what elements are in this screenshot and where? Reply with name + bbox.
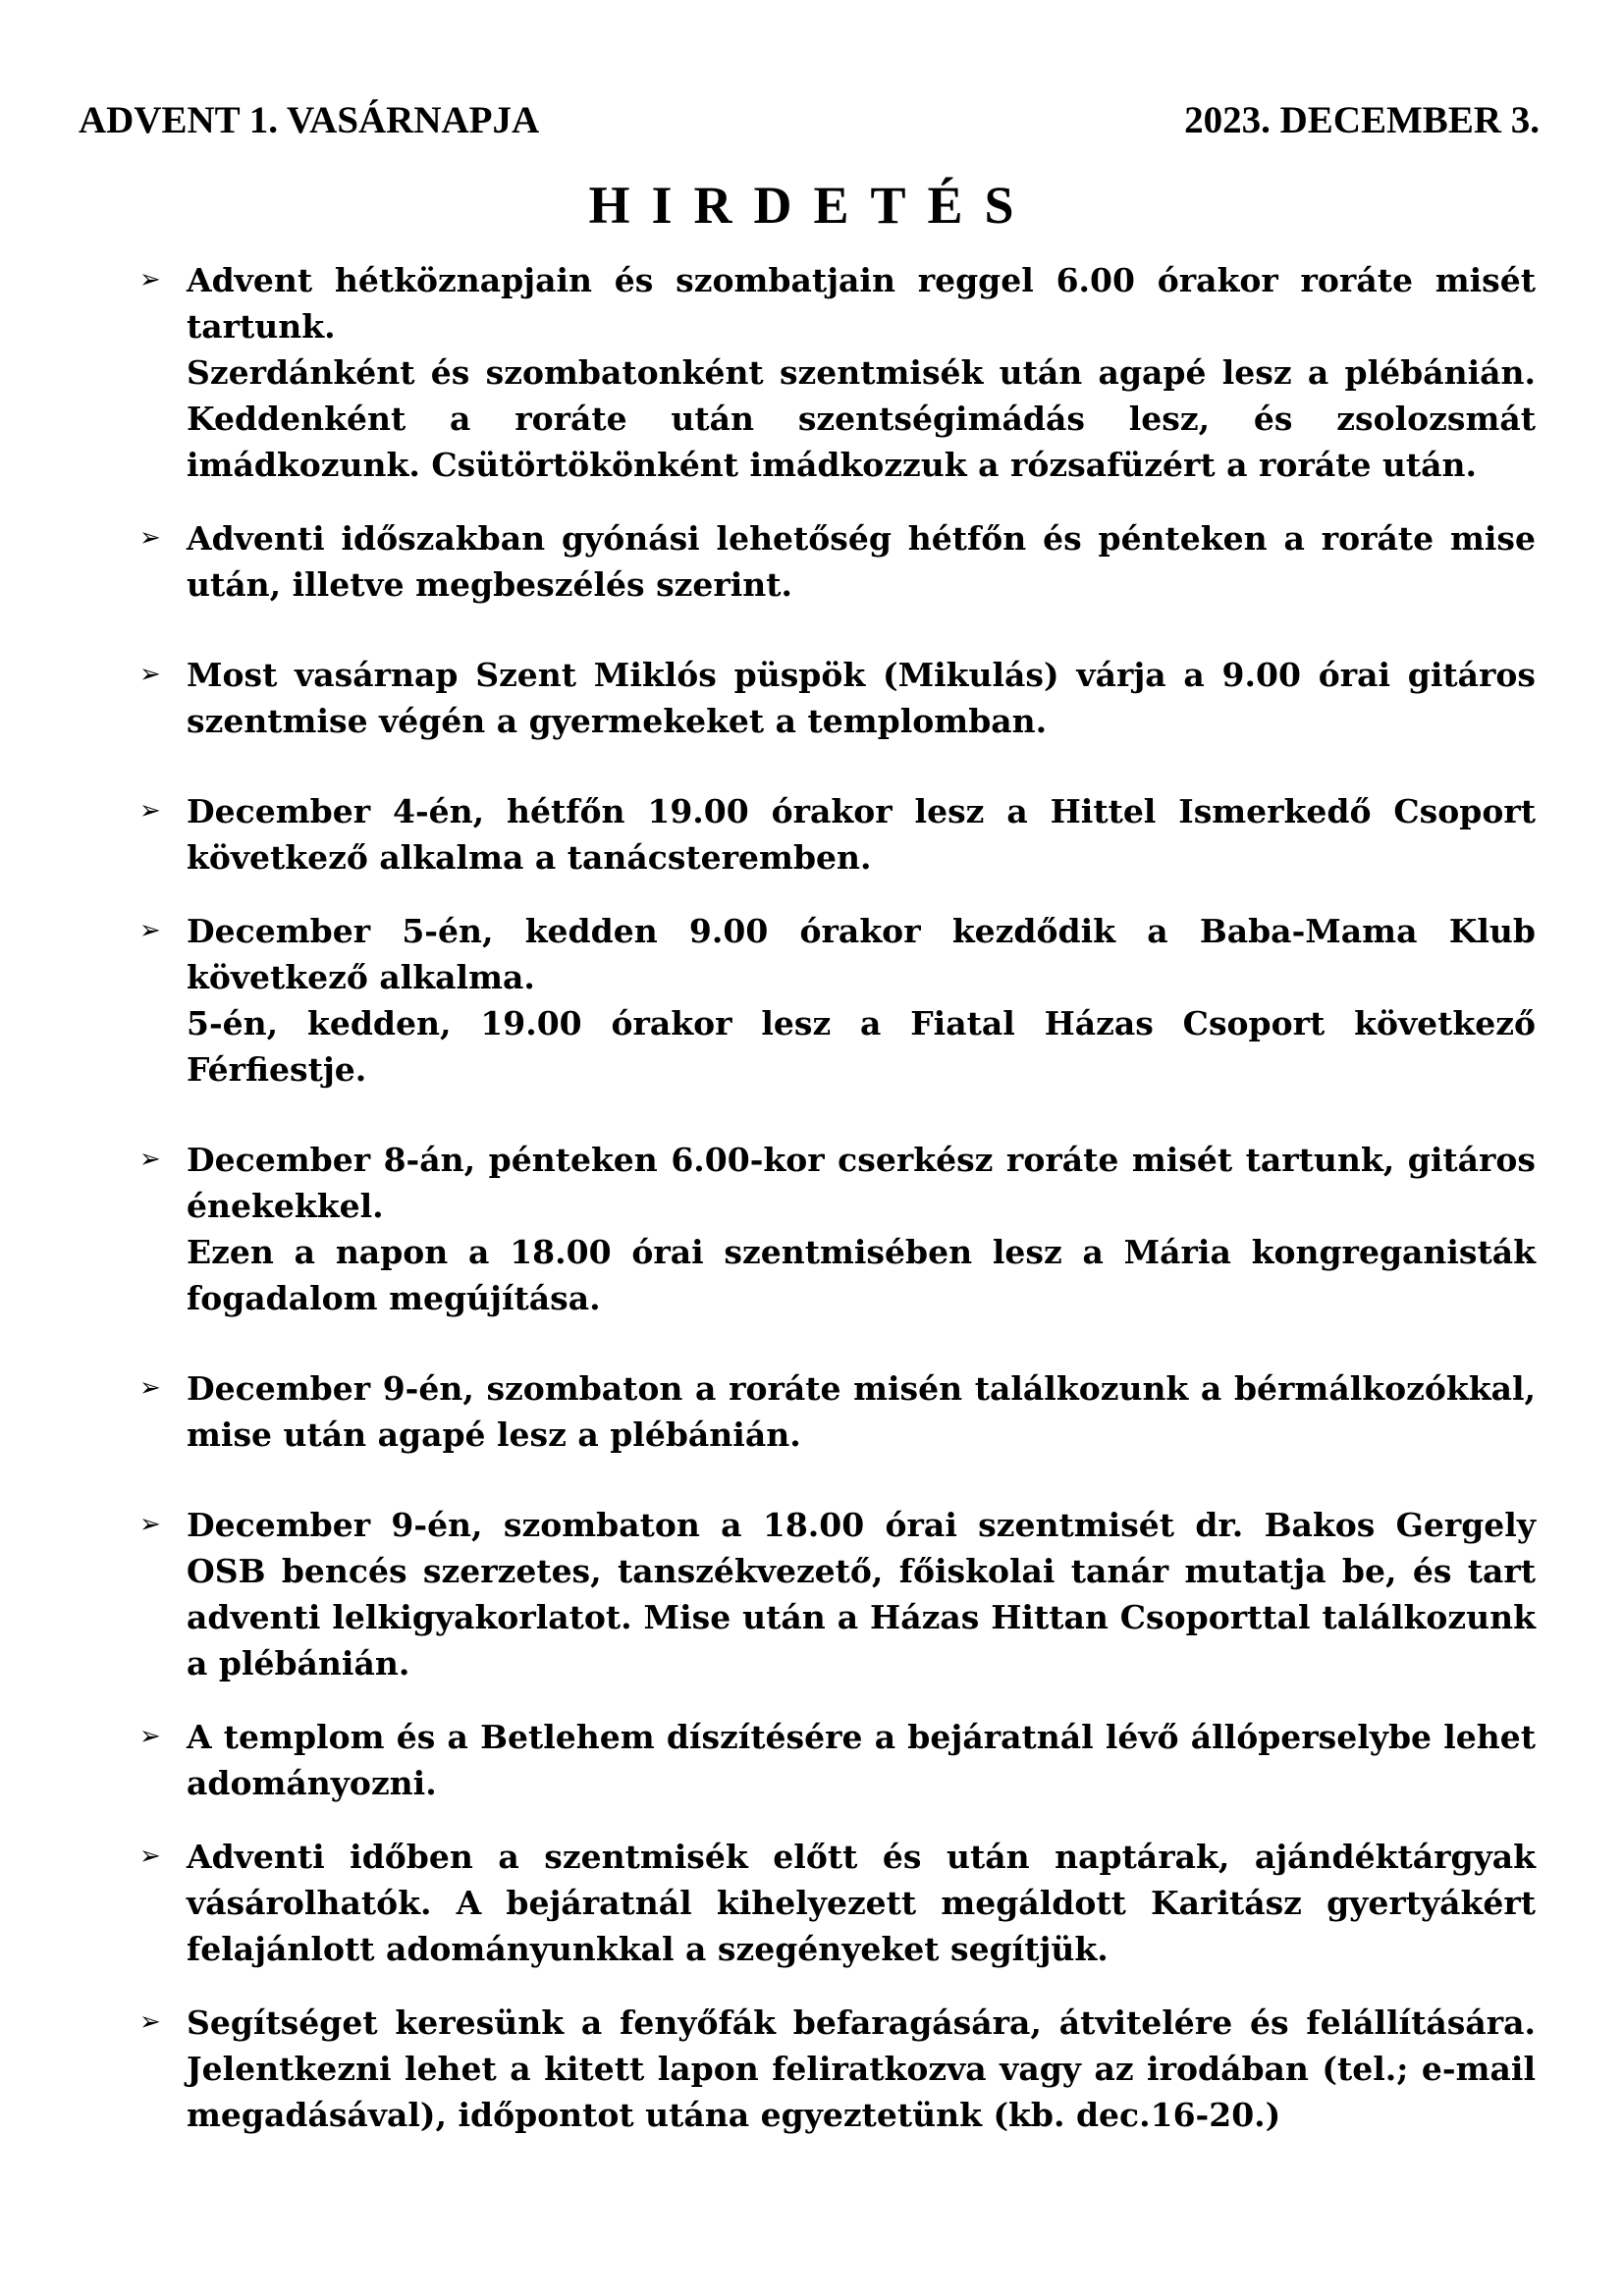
- announcement-item: [137, 515, 1536, 608]
- announcement-item: [137, 2000, 1536, 2138]
- announcement-text: Adventi időszakban gyónási lehetőség hétfőn és pénteken a roráte mise után, illetve megbeszélés szerint.: [187, 519, 1536, 604]
- bullet-arrow-icon: ➢: [139, 523, 161, 553]
- announcement-text: A templom és a Betlehem díszítésére a bejáratnál lévő állóperselybe lehet adományozni.: [187, 1718, 1536, 1802]
- announcement-item: [137, 652, 1536, 744]
- announcement-item: [137, 1502, 1536, 1686]
- announcement-text: 5-én, kedden, 19.00 órakor lesz a Fiatal Házas Csoport következő Férfiestje.: [187, 1004, 1536, 1089]
- announcement-item: [137, 788, 1536, 881]
- bullet-arrow-icon: ➢: [139, 2007, 161, 2037]
- announcement-item: [137, 1714, 1536, 1806]
- bullet-arrow-icon: ➢: [139, 1145, 161, 1174]
- announcement-text: Adventi időben a szentmisék előtt és után naptárak, ajándéktárgyak vásárolhatók. A bejáratnál kihelyezett megáldott Karitász gyertyákért felajánlott adományunkkal a szegényeket segítjük.: [187, 1838, 1536, 1968]
- bullet-arrow-icon: ➢: [139, 796, 161, 826]
- announcement-item: [137, 257, 1536, 488]
- bullet-arrow-icon: ➢: [139, 1510, 161, 1539]
- header-sunday-label: ADVENT 1. VASÁRNAPJA: [79, 99, 540, 141]
- announcement-text: December 9-én, szombaton a roráte misén találkozunk a bérmálkozókkal, mise után agapé lesz a plébánián.: [187, 1369, 1536, 1454]
- page-title: HIRDETÉS: [588, 176, 1036, 235]
- announcement-text: December 5-én, kedden 9.00 órakor kezdődik a Baba-Mama Klub következő alkalma.: [187, 912, 1536, 996]
- announcement-text: December 9-én, szombaton a 18.00 órai szentmisét dr. Bakos Gergely OSB bencés szerzetes, tanszékvezető, főiskolai tanár mutatja be, és tart adventi lelkigyakorlatot. Mise után a Házas Hittan Csoporttal találkozunk a plébánián.: [187, 1506, 1536, 1682]
- announcement-text: Szerdánként és szombatonként szentmisék után agapé lesz a plébánián. Keddenként a roráte után szentségimádás lesz, és zsolozsmát imádkozunk. Csütörtökönként imádkozzuk a rózsafüzért a roráte után.: [187, 353, 1536, 484]
- announcement-list: [137, 257, 1536, 2167]
- bullet-arrow-icon: ➢: [139, 916, 161, 945]
- announcement-item: [137, 908, 1536, 1093]
- announcement-text: December 4-én, hétfőn 19.00 órakor lesz a Hittel Ismerkedő Csoport következő alkalma a tanácsteremben.: [187, 792, 1536, 877]
- announcement-text: Most vasárnap Szent Miklós püspök (Mikulás) várja a 9.00 órai gitáros szentmise végén a gyermekeket a templomban.: [187, 656, 1536, 740]
- announcement-text: December 8-án, pénteken 6.00-kor cserkész roráte misét tartunk, gitáros énekekkel.: [187, 1141, 1536, 1225]
- bullet-arrow-icon: ➢: [139, 660, 161, 689]
- announcement-text: Ezen a napon a 18.00 órai szentmisében lesz a Mária kongreganisták fogadalom megújítása.: [187, 1233, 1536, 1317]
- bullet-arrow-icon: ➢: [139, 1842, 161, 1871]
- announcement-text: Segítséget keresünk a fenyőfák befaragására, átvitelére és felállítására. Jelentkezni lehet a kitett lapon feliratkozva vagy az irodában (tel.; e-mail megadásával), időpontot utána egyeztetünk (kb. dec.16-20.): [187, 2003, 1536, 2134]
- bullet-arrow-icon: ➢: [139, 265, 161, 294]
- announcement-item: [137, 1834, 1536, 1972]
- bullet-arrow-icon: ➢: [139, 1373, 161, 1403]
- announcement-text: Advent hétköznapjain és szombatjain reggel 6.00 órakor roráte misét tartunk.: [187, 261, 1536, 346]
- header-date: 2023. DECEMBER 3.: [1184, 99, 1540, 141]
- bullet-arrow-icon: ➢: [139, 1722, 161, 1751]
- page-header: [79, 98, 1540, 147]
- announcement-item: [137, 1137, 1536, 1321]
- announcement-item: [137, 1365, 1536, 1458]
